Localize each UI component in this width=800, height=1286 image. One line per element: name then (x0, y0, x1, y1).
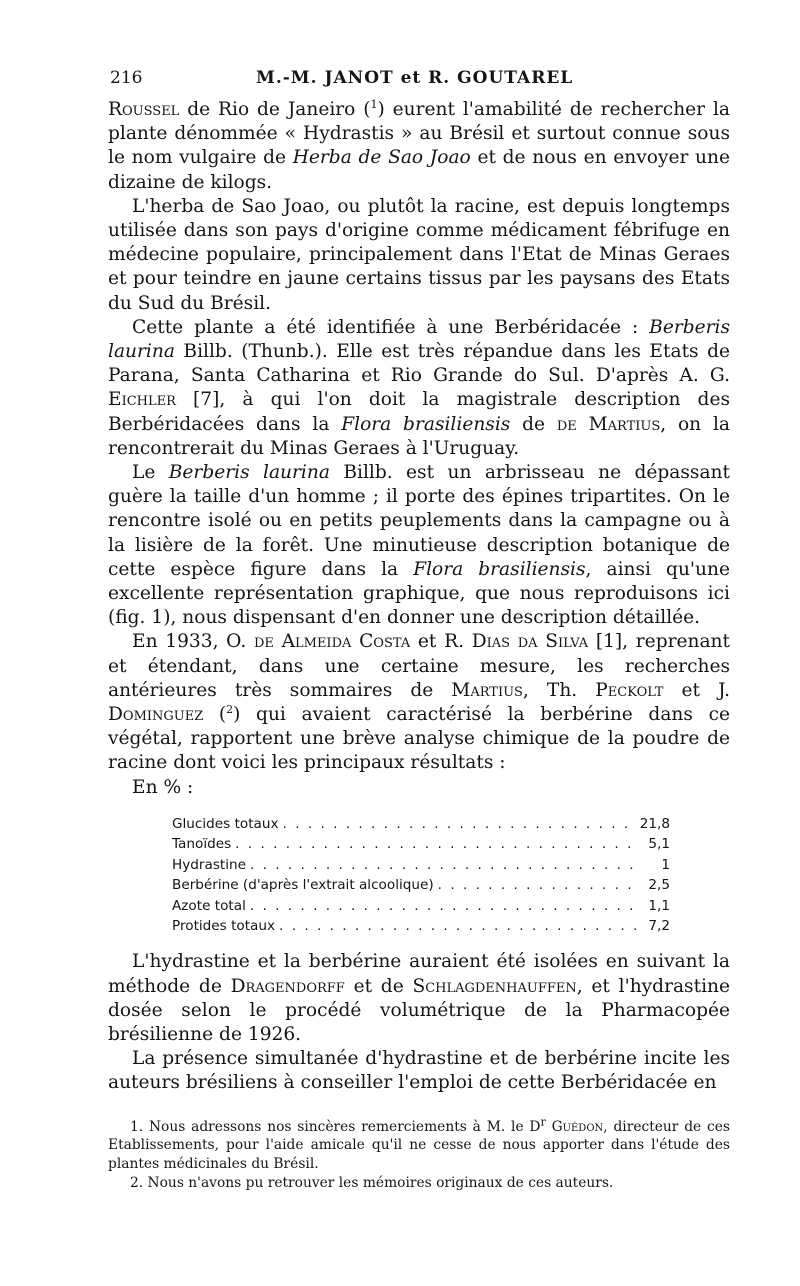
body-text (108, 98, 730, 1096)
leader-dots (246, 896, 636, 916)
text-run: et J. (663, 679, 730, 701)
author-name: Guédon (551, 1118, 604, 1135)
italic-term: Berberis laurina (108, 316, 730, 363)
paragraph-2: L'herba de Sao Joao, ou plutôt la racine, est depuis longtemps utilisée dans son pays d'origine comme médicament fébrifuge en médecine populaire, principalement dans l'Etat de Minas Geraes et pour teindre en jaune certains tissus par les paysans des Etats du Sud du Brésil. (108, 195, 730, 314)
text-run: Billb. est un arbrisseau ne dépassant guère la taille d'un homme ; il porte des épines tripartites. On le rencontre isolé ou en petits peuplements dans la campagne ou à la lisière de la forêt. Une minutieuse description botanique de cette espèce figure dans la (108, 462, 730, 580)
row-value: 7,2 (648, 917, 670, 934)
italic-term: Herba de Sao Joao (292, 147, 471, 169)
row-label: Tanoïdes (172, 836, 232, 853)
italic-term: Berberis laurina (168, 462, 330, 484)
leader-dots (231, 834, 636, 854)
row-value: 5,1 (648, 836, 670, 853)
footnote-2: 2. Nous n'avons pu retrouver les mémoires originaux de ces auteurs. (130, 1174, 614, 1191)
author-name: Dragendorff (230, 975, 345, 997)
row-label: Hydrastine (172, 856, 246, 873)
row-label: Azote total (172, 897, 246, 914)
author-name: Martius (451, 679, 523, 701)
table-row (172, 896, 670, 916)
row-value: 21,8 (639, 815, 670, 832)
row-label: Glucides totaux (172, 815, 279, 832)
text-run: 1. Nous adressons nos sincères remerciements à M. le D (130, 1118, 541, 1135)
text-run: [7], à qui l'on doit la magistrale description des Berbéridacées dans la (108, 389, 730, 435)
row-label: Protides totaux (172, 917, 276, 934)
text-run: ) eurent l'amabilité de rechercher la plante dénommée « Hydrastis » au Brésil et surtout connue sous le nom vulgaire de (108, 99, 730, 169)
text-run: de Rio de Janeiro ( (179, 99, 371, 120)
text-run: En 1933, O. (132, 631, 254, 653)
paragraph-5 (108, 630, 730, 775)
text-run: , Th. (522, 679, 596, 701)
text-run: , et l'hydrastine dosée selon le procédé volumétrique de la Pharmacopée brésilienne de 1926. (108, 975, 730, 1045)
paragraph-1 (108, 98, 730, 195)
text-run: ) qui avaient caractérisé la berbérine dans ce végétal, rapportent une brève analyse chimique de la poudre de racine dont voici les principaux résultats : (108, 704, 730, 774)
table-row (172, 834, 670, 854)
paragraph-7: La présence simultanée d'hydrastine et de berbérine incite les auteurs brésiliens à conseiller l'emploi de cette Berbéridacée en (108, 1048, 730, 1094)
page-number: 216 (110, 68, 143, 88)
text-run: et de (344, 975, 413, 997)
text-run: et R. (410, 631, 472, 653)
author-name: Dias da Silva (471, 631, 589, 653)
text-run: Billb. (Thunb.). Elle est très répandue dans les Etats de Parana, Santa Catharina et Rio Grande do Sul. D'après A. G. (108, 341, 730, 387)
superscript: r (540, 1114, 546, 1128)
author-name: Dominguez (108, 704, 204, 726)
footnote-1 (108, 1114, 730, 1174)
row-value: 1 (661, 856, 670, 873)
text-run: ( (203, 704, 227, 726)
table-row (172, 916, 670, 936)
table-row (172, 814, 670, 834)
table-row (172, 875, 670, 895)
paragraph-6 (108, 950, 730, 1047)
text-run: Le (132, 462, 169, 484)
page (108, 68, 730, 1193)
author-name: de Martius (556, 413, 661, 435)
running-title: M.-M. JANOT et R. GOUTAREL (256, 68, 574, 88)
row-label: Berbérine (d'après l'extrait alcoolique) (172, 877, 434, 894)
author-name: Roussel (108, 99, 180, 120)
author-name: de Almeida Costa (253, 631, 411, 653)
paragraph-4 (108, 461, 730, 630)
row-value: 1,1 (648, 897, 670, 914)
leader-dots (246, 855, 636, 875)
paragraph-3 (108, 316, 730, 461)
row-value: 2,5 (648, 877, 670, 894)
leader-dots (275, 916, 636, 936)
table-row (172, 855, 670, 875)
footnote-ref: 2 (226, 702, 234, 716)
page-header (108, 68, 730, 98)
table-intro: En % : (132, 776, 194, 798)
leader-dots (279, 814, 636, 834)
text-run: [1], reprenant et étendant, dans une certaine mesure, les recherches antérieures très sommaires de (108, 631, 730, 701)
text-run: , on la rencontrerait du Minas Geraes à l'Uruguay. (108, 413, 731, 459)
text-run: et de nous en envoyer une dizaine de kilogs. (108, 147, 730, 193)
text-run: , directeur de ces Etablissements, pour l'aide amicale qu'il ne cesse de nous apporter dans l'étude des plantes médicinales du Brésil. (108, 1118, 730, 1173)
footnote-ref: 1 (370, 97, 378, 111)
text-run: Cette plante a été identifiée à une Berbéridacée : (132, 316, 650, 338)
author-name: Peckolt (595, 679, 664, 701)
text-run: de (510, 413, 557, 435)
footnotes (108, 1114, 730, 1193)
text-run: , ainsi qu'une excellente représentation graphique, que nous reproduisons ici (fig. 1), nous dispensant d'en donner une description détaillée. (108, 558, 730, 629)
leader-dots (434, 875, 636, 895)
text-run: L'hydrastine et la berbérine auraient été isolées en suivant la méthode de (108, 951, 730, 997)
italic-term: Flora brasiliensis (341, 413, 511, 435)
analysis-table (172, 814, 670, 936)
author-name: Schlagdenhauffen (412, 975, 577, 997)
italic-term: Flora brasiliensis (413, 558, 586, 580)
author-name: Eichler (108, 389, 176, 411)
